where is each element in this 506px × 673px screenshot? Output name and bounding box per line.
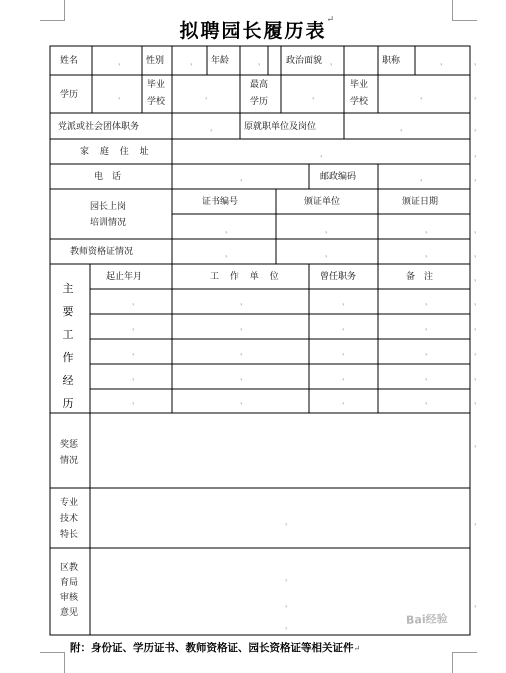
cell-end-mark: ， <box>240 397 247 405</box>
cell-end-mark: ， <box>225 250 232 258</box>
cell-end-mark: ， <box>240 323 247 331</box>
party-role-label: 党派或社会团体职务 <box>58 122 140 132</box>
cell-end-mark: ， <box>474 518 481 526</box>
phone-label: 电 话 <box>94 172 122 182</box>
cell-end-mark: ， <box>474 174 481 182</box>
cell-end-mark: ， <box>474 58 481 66</box>
cell-end-mark: ， <box>342 348 349 356</box>
cell-end-mark: ， <box>285 574 292 582</box>
cell-end-mark: ， <box>190 58 197 66</box>
cell-end-mark: ， <box>474 274 481 282</box>
original-unit-label: 原就职单位及岗位 <box>244 122 317 132</box>
cell-end-mark: ， <box>325 250 332 258</box>
cell-end-mark: ， <box>400 124 407 132</box>
graduate-school-label-2: 学校 <box>350 97 369 107</box>
cell-end-mark: ， <box>474 440 481 448</box>
cell-end-mark: ， <box>225 226 232 234</box>
review-opinion-label: 意见 <box>60 608 79 618</box>
cell-end-mark: ， <box>474 298 481 306</box>
cell-end-mark: ， <box>118 58 125 66</box>
cell-end-mark: ， <box>132 373 139 381</box>
cell-end-mark: ， <box>420 92 427 100</box>
cell-end-mark: ， <box>132 298 139 306</box>
cell-end-mark: ， <box>285 518 292 526</box>
cell-end-mark: ， <box>132 348 139 356</box>
remarks-header: 备 注 <box>406 272 434 282</box>
cell-end-mark: ， <box>205 92 212 100</box>
specialty-label: 特长 <box>60 530 79 540</box>
cell-end-mark: ， <box>342 323 349 331</box>
cell-end-mark: ， <box>320 150 327 158</box>
cell-end-mark: ， <box>258 58 265 66</box>
cell-end-mark: ， <box>425 323 432 331</box>
cell-end-mark: ， <box>474 600 481 608</box>
training-label: 培训情况 <box>90 218 127 228</box>
highest-degree-label: 最高 <box>250 80 269 90</box>
specialty-label: 技术 <box>60 514 79 524</box>
cell-end-mark: ， <box>474 373 481 381</box>
cell-end-mark: ， <box>240 174 247 182</box>
cell-end-mark: ， <box>425 250 432 258</box>
specialty-label: 专业 <box>60 498 79 508</box>
cell-end-mark: ， <box>342 397 349 405</box>
teacher-certificate-label: 教师资格证情况 <box>70 247 134 257</box>
graduate-school-label-2: 毕业 <box>350 80 369 90</box>
awards-label: 奖惩 <box>60 440 79 450</box>
work-unit-header: 工 作 单 位 <box>210 272 283 282</box>
cell-end-mark: ， <box>425 373 432 381</box>
page-title: 拟聘园长履历表 ↵ <box>179 15 337 42</box>
cell-end-mark: ， <box>210 124 217 132</box>
age-label: 年龄 <box>211 56 230 66</box>
cell-end-mark: ， <box>474 150 481 158</box>
review-opinion-label: 审核 <box>60 593 79 603</box>
cell-end-mark: ， <box>325 226 332 234</box>
cell-end-mark: ， <box>474 92 481 100</box>
review-opinion-label: 育局 <box>60 578 79 588</box>
cell-end-mark: ， <box>240 348 247 356</box>
name-label: 姓名 <box>60 56 79 66</box>
cell-end-mark: ， <box>474 348 481 356</box>
cell-end-mark: ， <box>312 92 319 100</box>
cell-end-mark: ， <box>132 323 139 331</box>
cell-end-mark: ， <box>425 298 432 306</box>
cell-end-mark: ， <box>132 397 139 405</box>
certificate-number-header: 证书编号 <box>202 197 239 207</box>
graduate-school-label: 毕业 <box>147 80 166 90</box>
cell-end-mark: ， <box>330 58 337 66</box>
cell-end-mark: ， <box>474 124 481 132</box>
awards-label: 情况 <box>60 456 79 466</box>
professional-title-label: 职称 <box>382 56 401 66</box>
former-post-header: 曾任职务 <box>320 272 357 282</box>
period-header: 起止年月 <box>106 272 143 282</box>
issuing-unit-header: 颁证单位 <box>304 197 341 207</box>
cell-end-mark: ， <box>474 397 481 405</box>
cell-end-mark: ， <box>240 298 247 306</box>
education-label: 学历 <box>60 90 79 100</box>
attachments-footnote: 附：身份证、学历证书、教师资格证、园长资格证等相关证件↵ <box>70 642 361 654</box>
cell-end-mark: ， <box>285 600 292 608</box>
postcode-label: 邮政编码 <box>320 172 357 182</box>
political-status-label: 政治面貌 <box>286 56 323 66</box>
gender-label: 性别 <box>146 56 165 66</box>
cell-end-mark: ， <box>474 323 481 331</box>
graduate-school-label: 学校 <box>147 97 166 107</box>
issue-date-header: 颁证日期 <box>402 197 439 207</box>
home-address-label: 家 庭 住 址 <box>80 147 153 157</box>
highest-degree-label: 学历 <box>250 97 269 107</box>
cell-end-mark: ， <box>474 250 481 258</box>
cell-end-mark: ， <box>118 92 125 100</box>
cell-end-mark: ， <box>342 373 349 381</box>
cell-end-mark: ， <box>474 226 481 234</box>
cell-end-mark: ， <box>240 373 247 381</box>
cell-end-mark: ， <box>420 174 427 182</box>
watermark-logo: Bai经验 <box>405 612 448 627</box>
cell-end-mark: ， <box>425 226 432 234</box>
training-label: 园长上岗 <box>90 202 127 212</box>
review-opinion-label: 区教 <box>60 563 79 573</box>
cell-end-mark: ， <box>440 58 447 66</box>
cell-end-mark: ， <box>285 622 292 630</box>
cell-end-mark: ， <box>342 298 349 306</box>
cell-end-mark: ， <box>425 397 432 405</box>
cell-end-mark: ， <box>425 348 432 356</box>
